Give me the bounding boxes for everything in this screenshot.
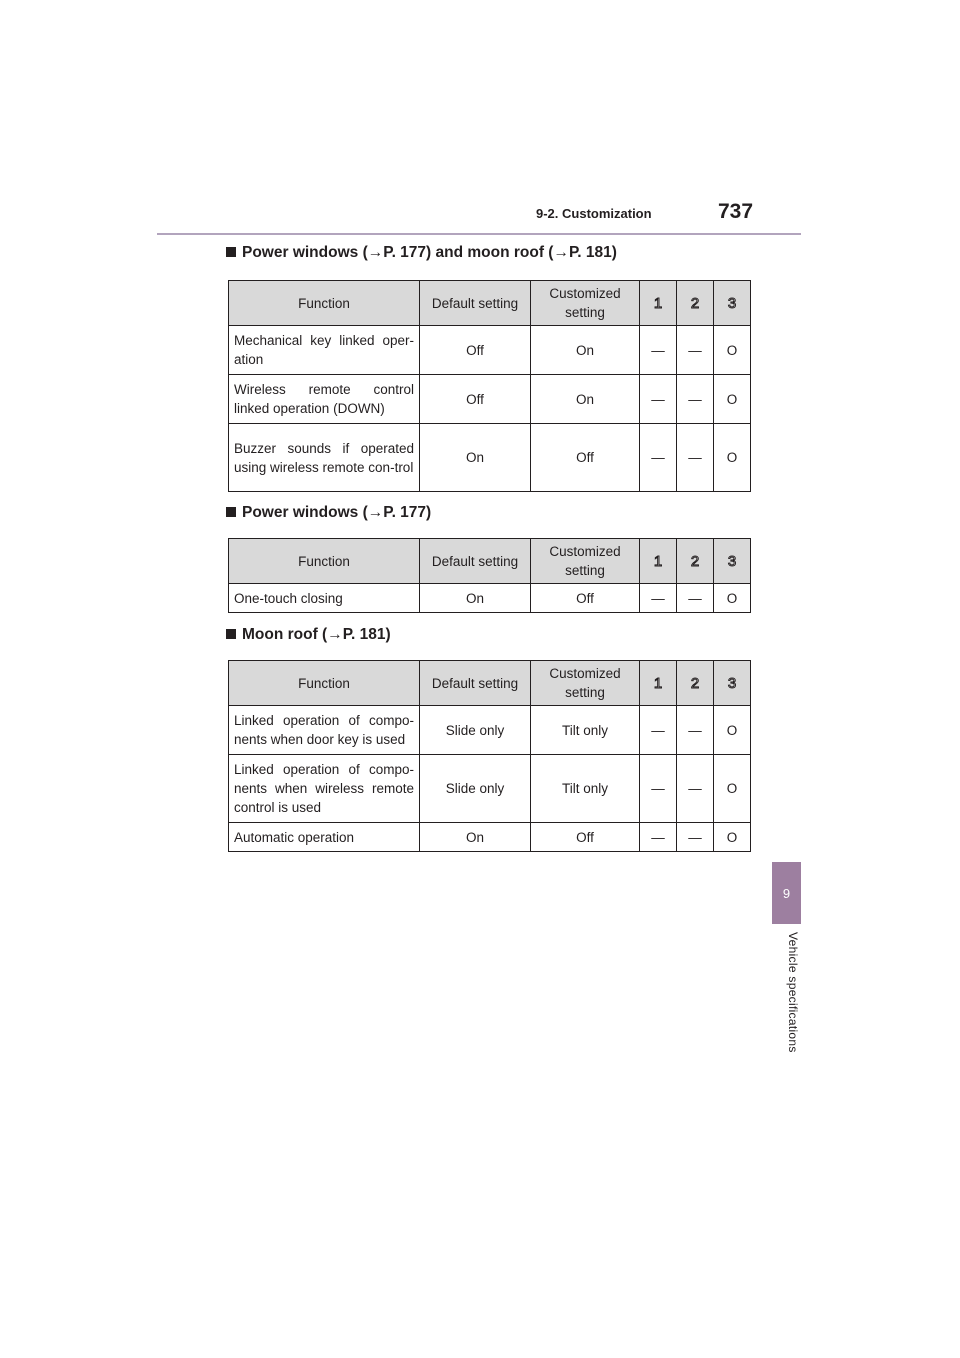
- cell-method-1: —: [640, 823, 677, 852]
- square-bullet-icon: [226, 247, 236, 257]
- section-heading-power-windows: [226, 504, 431, 522]
- col-customized: Customized setting: [531, 281, 640, 326]
- cell-function: Linked operation of compo-nents when wireless remote control is used: [229, 755, 420, 823]
- cell-method-3: O: [714, 375, 751, 424]
- cell-method-2: —: [677, 823, 714, 852]
- cell-method-3: O: [714, 584, 751, 613]
- cell-function: Mechanical key linked oper-ation: [229, 326, 420, 375]
- table-row: [229, 375, 751, 424]
- cell-function: One-touch closing: [229, 584, 420, 613]
- section-heading-power-windows-moon-roof: [226, 244, 617, 262]
- cell-customized: Tilt only: [531, 755, 640, 823]
- cell-function: Linked operation of compo-nents when door key is used: [229, 706, 420, 755]
- cell-default: On: [420, 823, 531, 852]
- customization-table-1: [228, 280, 751, 492]
- col-method-1: 1: [640, 281, 677, 326]
- table-header-row: [229, 281, 751, 326]
- cell-customized: On: [531, 326, 640, 375]
- section-title: 9-2. Customization: [536, 206, 652, 221]
- cell-method-1: —: [640, 755, 677, 823]
- cell-default: Slide only: [420, 755, 531, 823]
- col-default: Default setting: [420, 281, 531, 326]
- cell-method-1: —: [640, 375, 677, 424]
- cell-method-1: —: [640, 584, 677, 613]
- col-method-3: 3: [714, 539, 751, 584]
- cell-method-1: —: [640, 326, 677, 375]
- page-number: 737: [718, 200, 754, 223]
- customization-table-2: [228, 538, 751, 613]
- cell-default: Off: [420, 326, 531, 375]
- table-row: [229, 706, 751, 755]
- col-function: Function: [229, 661, 420, 706]
- customization-table-3: [228, 660, 751, 852]
- col-method-2: 2: [677, 281, 714, 326]
- col-method-1: 1: [640, 539, 677, 584]
- col-method-2: 2: [677, 661, 714, 706]
- section-heading-text: Moon roof (→P. 181): [242, 626, 391, 643]
- square-bullet-icon: [226, 629, 236, 639]
- table-row: [229, 823, 751, 852]
- cell-customized: Off: [531, 823, 640, 852]
- section-heading-moon-roof: [226, 626, 391, 644]
- section-heading-text: Power windows (→P. 177) and moon roof (→P. 181): [242, 244, 617, 261]
- table-row: [229, 326, 751, 375]
- cell-customized: Off: [531, 424, 640, 492]
- cell-method-2: —: [677, 706, 714, 755]
- col-method-2: 2: [677, 539, 714, 584]
- table-row: [229, 584, 751, 613]
- col-customized: Customized setting: [531, 539, 640, 584]
- cell-method-2: —: [677, 424, 714, 492]
- col-function: Function: [229, 281, 420, 326]
- header-divider: [157, 233, 801, 235]
- chapter-label: Vehicle specifications: [786, 932, 800, 1053]
- cell-customized: Tilt only: [531, 706, 640, 755]
- cell-function: Wireless remote control linked operation (DOWN): [229, 375, 420, 424]
- cell-default: Slide only: [420, 706, 531, 755]
- cell-customized: Off: [531, 584, 640, 613]
- cell-function: Buzzer sounds if operated using wireless remote con-trol: [229, 424, 420, 492]
- cell-method-3: O: [714, 326, 751, 375]
- cell-method-3: O: [714, 706, 751, 755]
- cell-method-2: —: [677, 584, 714, 613]
- col-method-1: 1: [640, 661, 677, 706]
- col-function: Function: [229, 539, 420, 584]
- chapter-number: 9: [782, 885, 791, 901]
- cell-default: On: [420, 584, 531, 613]
- section-heading-text: Power windows (→P. 177): [242, 504, 432, 521]
- cell-method-1: —: [640, 706, 677, 755]
- cell-default: Off: [420, 375, 531, 424]
- chapter-tab[interactable]: [772, 862, 801, 924]
- cell-method-2: —: [677, 326, 714, 375]
- cell-method-1: —: [640, 424, 677, 492]
- cell-default: On: [420, 424, 531, 492]
- square-bullet-icon: [226, 507, 236, 517]
- cell-method-3: O: [714, 823, 751, 852]
- cell-method-3: O: [714, 424, 751, 492]
- col-customized: Customized setting: [531, 661, 640, 706]
- cell-function: Automatic operation: [229, 823, 420, 852]
- col-default: Default setting: [420, 539, 531, 584]
- col-default: Default setting: [420, 661, 531, 706]
- cell-method-2: —: [677, 375, 714, 424]
- cell-method-3: O: [714, 755, 751, 823]
- cell-method-2: —: [677, 755, 714, 823]
- col-method-3: 3: [714, 661, 751, 706]
- cell-customized: On: [531, 375, 640, 424]
- table-header-row: [229, 661, 751, 706]
- table-row: [229, 424, 751, 492]
- table-row: [229, 755, 751, 823]
- table-header-row: [229, 539, 751, 584]
- col-method-3: 3: [714, 281, 751, 326]
